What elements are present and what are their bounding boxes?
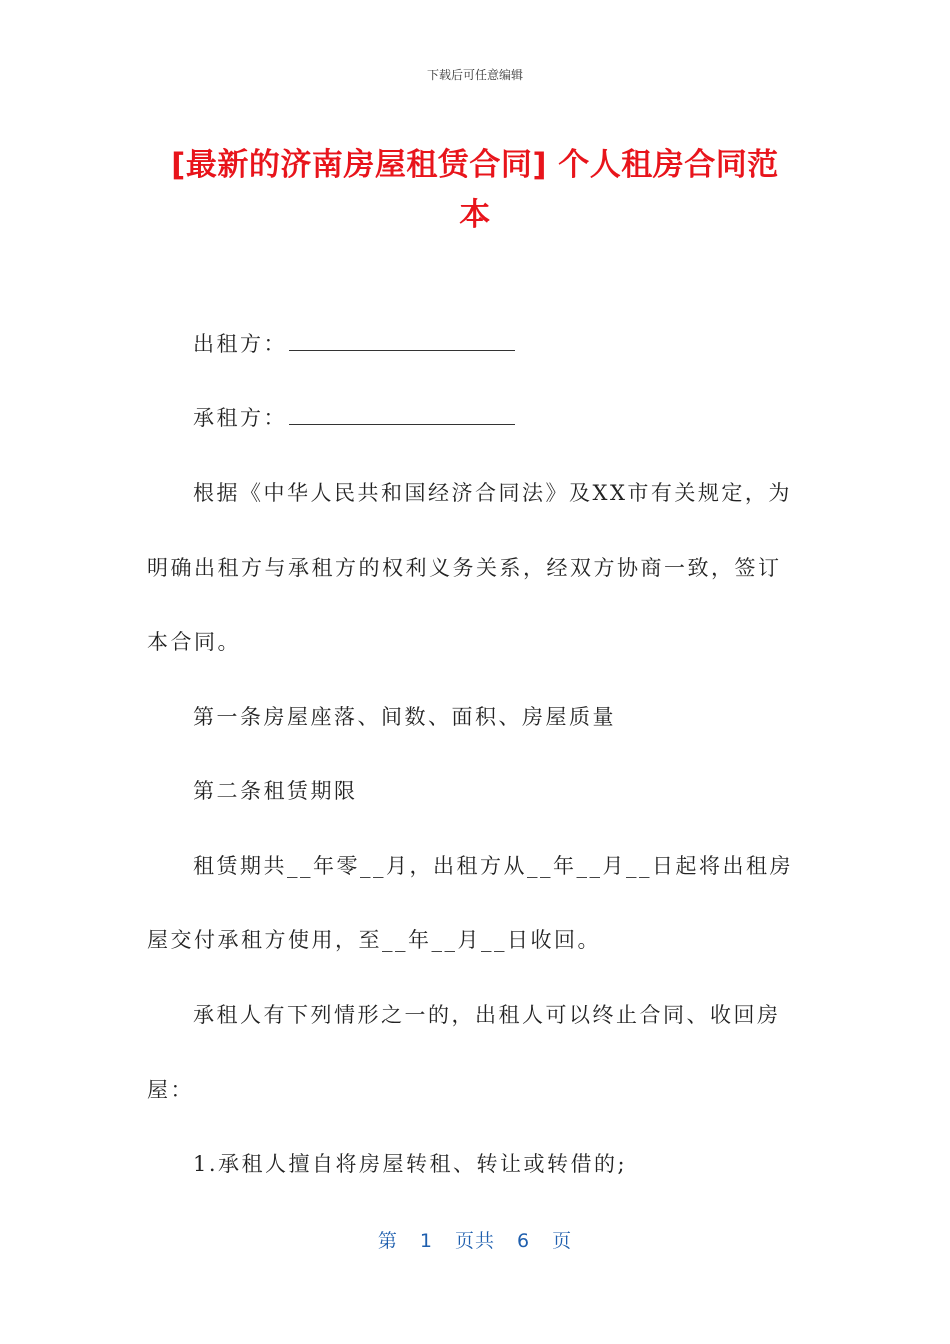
page-footer: [0, 1226, 950, 1253]
title-line-1: [最新的济南房屋租赁合同] 个人租房合同范: [171, 147, 779, 183]
paragraph-2-line-1: 租赁期共__年零__月，出租方从__年__月__日起将出租房: [193, 854, 793, 878]
paragraph-3-line-1: 承租人有下列情形之一的，出租人可以终止合同、收回房: [193, 1003, 781, 1027]
page-total: 6: [517, 1230, 531, 1252]
document-title: [140, 140, 810, 240]
lessee-field: [193, 400, 849, 437]
lessee-label: 承租方：: [193, 406, 287, 430]
paragraph-3-line-2: 屋：: [147, 1078, 194, 1102]
header-note: 下载后可任意编辑: [426, 68, 523, 82]
title-line-2: 本: [459, 197, 491, 233]
lessor-label: 出租方：: [193, 332, 287, 356]
lessee-blank: [289, 404, 515, 425]
lessor-field: [193, 326, 849, 363]
page-prefix: 第: [377, 1230, 398, 1252]
paragraph-1-line-2: 明确出租方与承租方的权利义务关系，经双方协商一致，签订: [147, 556, 782, 580]
list-item-1: 1.承租人擅自将房屋转租、转让或转借的;: [193, 1152, 628, 1176]
page-current: 1: [419, 1230, 433, 1252]
paragraph-1-line-1: 根据《中华人民共和国经济合同法》及XX市有关规定，为: [193, 481, 792, 505]
paragraph-1-line-3: 本合同。: [147, 630, 241, 654]
page-suffix: 页: [552, 1230, 573, 1252]
paragraph-2-line-2: 屋交付承租方使用，至__年__月__日收回。: [147, 928, 601, 952]
lessor-blank: [289, 330, 515, 351]
page-middle: 页共: [454, 1230, 495, 1252]
article-2-heading: 第二条租赁期限: [193, 779, 358, 803]
article-1-heading: 第一条房屋座落、间数、面积、房屋质量: [193, 705, 616, 729]
